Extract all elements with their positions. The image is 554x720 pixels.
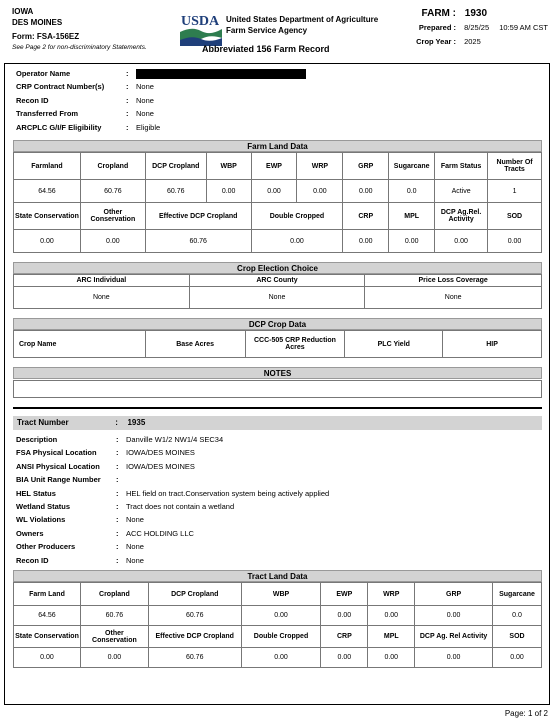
table-header: Other Conservation [80, 626, 148, 648]
tract-number-value: 1935 [127, 418, 146, 427]
table-cell: None [365, 287, 542, 309]
table-header: CRP [321, 626, 368, 648]
table-header: SOD [493, 626, 542, 648]
table-cell: 0.00 [343, 180, 389, 203]
form-label: Form: [12, 32, 35, 41]
tract-description-value: Danville W1/2 NW1/4 SEC34 [126, 435, 224, 445]
table-cell: 0.00 [297, 180, 343, 203]
table-header: Cropland [80, 583, 148, 606]
tract-recon-id-value: None [126, 555, 144, 565]
table-header: State Conservation [14, 626, 81, 648]
prepared-time: 10:59 AM CST [499, 23, 548, 32]
table-cell: None [14, 287, 190, 309]
table-header: Farmland [14, 153, 81, 180]
ansi-location-value: IOWA/DES MOINES [126, 461, 195, 471]
operator-row: Recon ID : None [16, 94, 306, 107]
header-right [404, 7, 548, 49]
fsa-location-value: IOWA/DES MOINES [126, 448, 195, 458]
tract-row: WL Violations : None [16, 513, 329, 526]
table-header: CCC-505 CRP Reduction Acres [245, 331, 345, 358]
table-header: DCP Cropland [148, 583, 241, 606]
operator-row: ARCPLC G/I/F Eligibility : Eligible [16, 121, 306, 134]
table-row [14, 287, 542, 309]
table-cell: 60.76 [145, 230, 251, 253]
table-header: EWP [251, 153, 297, 180]
page-number: Page: 1 of 2 [504, 709, 548, 718]
table-header: Cropland [80, 153, 145, 180]
crp-contract-label: CRP Contract Number(s) [16, 82, 105, 92]
owners-value: ACC HOLDING LLC [126, 528, 194, 538]
operator-row: CRP Contract Number(s) : None [16, 80, 306, 93]
table-header: Base Acres [145, 331, 245, 358]
table-row [14, 230, 542, 253]
tract-description-label: Description [16, 435, 58, 445]
table-cell: 60.76 [80, 606, 148, 626]
table-header: ARC County [189, 275, 365, 287]
wl-violations-label: WL Violations [16, 515, 66, 525]
table-header: CRP [343, 203, 389, 230]
table-header: MPL [368, 626, 415, 648]
table-header: Other Conservation [80, 203, 145, 230]
table-cell: 0.00 [368, 648, 415, 668]
usda-logo [180, 12, 222, 46]
table-cell: 0.00 [251, 180, 297, 203]
form-id: FSA-156EZ [36, 32, 80, 41]
table-header: DCP Ag. Rel Activity [415, 626, 493, 648]
table-cell: 0.00 [206, 180, 251, 203]
table-row [14, 180, 542, 203]
table-cell: 0.00 [241, 606, 321, 626]
table-header: Crop Name [14, 331, 146, 358]
transferred-from-label: Transferred From [16, 109, 79, 119]
agency-line2: Farm Service Agency [226, 26, 308, 35]
operator-name-label: Operator Name [16, 69, 71, 78]
bia-unit-label: BIA Unit Range Number [16, 475, 101, 485]
tract-row: Other Producers : None [16, 540, 329, 553]
tract-row: ANSI Physical Location : IOWA/DES MOINES [16, 460, 329, 473]
table-cell: 0.00 [14, 648, 81, 668]
table-header: Effective DCP Cropland [148, 626, 241, 648]
operator-row: Transferred From : None [16, 107, 306, 120]
table-header: Price Loss Coverage [365, 275, 542, 287]
table-cell: 64.56 [14, 606, 81, 626]
table-header: Sugarcane [389, 153, 435, 180]
crp-contract-value: None [136, 82, 154, 92]
table-cell: 0.0 [493, 606, 542, 626]
table-header: DCP Ag.Rel. Activity [435, 203, 488, 230]
table-cell: 0.00 [493, 648, 542, 668]
table-cell: 0.00 [389, 230, 435, 253]
farm-land-title: Farm Land Data [13, 140, 542, 152]
table-cell: 0.00 [321, 648, 368, 668]
table-cell: 0.00 [14, 230, 81, 253]
farm-label: FARM : [421, 8, 456, 19]
farm-number: 1930 [464, 8, 488, 19]
table-cell: 64.56 [14, 180, 81, 203]
transferred-from-value: None [136, 109, 154, 119]
tract-row: BIA Unit Range Number : [16, 473, 329, 486]
table-cell: Active [435, 180, 488, 203]
hel-status-label: HEL Status [16, 488, 56, 498]
table-header: Sugarcane [493, 583, 542, 606]
header-left [12, 6, 147, 53]
county-name: DES MOINES [12, 18, 63, 27]
crop-year-label: Crop Year : [416, 37, 456, 46]
tract-number-header: Tract Number : 1935 [13, 416, 542, 430]
table-row [14, 606, 542, 626]
farm-land-header-row [14, 203, 542, 230]
recon-id-label: Recon ID [16, 95, 49, 105]
agency-name [226, 14, 378, 36]
farm-land-header-row [14, 153, 542, 180]
table-cell: 60.76 [148, 606, 241, 626]
table-cell: 0.00 [435, 230, 488, 253]
table-header: PLC Yield [345, 331, 443, 358]
prepared-label: Prepared : [418, 23, 456, 32]
table-cell: 0.00 [415, 648, 493, 668]
tract-land-title: Tract Land Data [13, 570, 542, 582]
section-divider [13, 407, 542, 409]
recon-id-value: None [136, 95, 154, 105]
table-cell: 0.00 [241, 648, 321, 668]
tract-recon-id-label: Recon ID [16, 555, 49, 565]
table-header: WRP [368, 583, 415, 606]
prepared-date: 8/25/25 [464, 23, 490, 32]
table-cell: 60.76 [145, 180, 206, 203]
table-header: HIP [443, 331, 542, 358]
table-cell: 0.00 [488, 230, 542, 253]
table-header: EWP [321, 583, 368, 606]
agency-line1: United States Department of Agriculture [226, 15, 379, 24]
table-cell: None [189, 287, 365, 309]
table-header: DCP Cropland [145, 153, 206, 180]
fsa-location-label: FSA Physical Location [16, 448, 97, 458]
tract-row: Wetland Status : Tract does not contain a wetland [16, 500, 329, 513]
table-cell: 0.00 [343, 230, 389, 253]
table-header: WBP [241, 583, 321, 606]
operator-info [16, 67, 306, 134]
table-cell: 0.00 [368, 606, 415, 626]
table-header: GRP [343, 153, 389, 180]
table-header: GRP [415, 583, 493, 606]
table-header: MPL [389, 203, 435, 230]
wetland-status-label: Wetland Status [16, 502, 71, 511]
farm-land-table [13, 152, 542, 253]
table-header: Farm Land [14, 583, 81, 606]
table-cell: 0.00 [321, 606, 368, 626]
table-header: Farm Status [435, 153, 488, 180]
notes-title: NOTES [13, 367, 542, 379]
table-cell: 60.76 [148, 648, 241, 668]
table-cell: 0.00 [80, 648, 148, 668]
crop-election-table [13, 274, 542, 309]
tract-row: HEL Status : HEL field on tract.Conservation system being actively applied [16, 487, 329, 500]
table-header: Effective DCP Cropland [145, 203, 251, 230]
tract-row: FSA Physical Location : IOWA/DES MOINES [16, 446, 329, 459]
notes-box [13, 380, 542, 398]
ansi-location-label: ANSI Physical Location [16, 461, 100, 471]
owners-label: Owners [16, 528, 44, 538]
dcp-crop-header-row [14, 331, 542, 358]
table-cell: 0.00 [80, 230, 145, 253]
report-header [12, 6, 548, 60]
crop-year: 2025 [464, 37, 481, 46]
table-header: Double Cropped [241, 626, 321, 648]
table-header: Number Of Tracts [488, 153, 542, 180]
table-cell: 0.00 [251, 230, 343, 253]
tract-land-table [13, 582, 542, 668]
table-header: SOD [488, 203, 542, 230]
redacted-operator-name [136, 69, 306, 79]
tract-land-header-row [14, 626, 542, 648]
table-cell: 0.0 [389, 180, 435, 203]
tract-land-header-row [14, 583, 542, 606]
tract-row: Description : Danville W1/2 NW1/4 SEC34 [16, 433, 329, 446]
operator-row: Operator Name : [16, 67, 306, 80]
table-row [14, 648, 542, 668]
table-header: State Conservation [14, 203, 81, 230]
table-header: WRP [297, 153, 343, 180]
crop-election-title: Crop Election Choice [13, 262, 542, 274]
tract-number-label: Tract Number [17, 418, 69, 427]
nondiscrim-note: See Page 2 for non-discriminatory Statements. [12, 44, 147, 51]
hel-status-value: HEL field on tract.Conservation system being actively applied [126, 488, 330, 498]
tract-row: Recon ID : None [16, 554, 329, 567]
tract-info [16, 433, 329, 567]
crop-election-header-row [14, 275, 542, 287]
dcp-crop-table [13, 330, 542, 358]
usda-logo-text: USDA [181, 14, 220, 29]
other-producers-value: None [126, 542, 144, 552]
wetland-status-value: Tract does not contain a wetland [126, 502, 235, 511]
tract-row: Owners : ACC HOLDING LLC [16, 527, 329, 540]
table-header: ARC Individual [14, 275, 190, 287]
arcplc-eligibility-label: ARCPLC G/I/F Eligibility [16, 122, 102, 132]
wl-violations-value: None [126, 515, 144, 525]
report-title: Abbreviated 156 Farm Record [202, 44, 330, 54]
table-cell: 60.76 [80, 180, 145, 203]
arcplc-eligibility-value: Eligible [136, 122, 161, 132]
other-producers-label: Other Producers [16, 542, 76, 552]
dcp-crop-title: DCP Crop Data [13, 318, 542, 330]
table-header: WBP [206, 153, 251, 180]
state-name: IOWA [12, 7, 34, 16]
table-cell: 0.00 [415, 606, 493, 626]
table-cell: 1 [488, 180, 542, 203]
table-header: Double Cropped [251, 203, 343, 230]
